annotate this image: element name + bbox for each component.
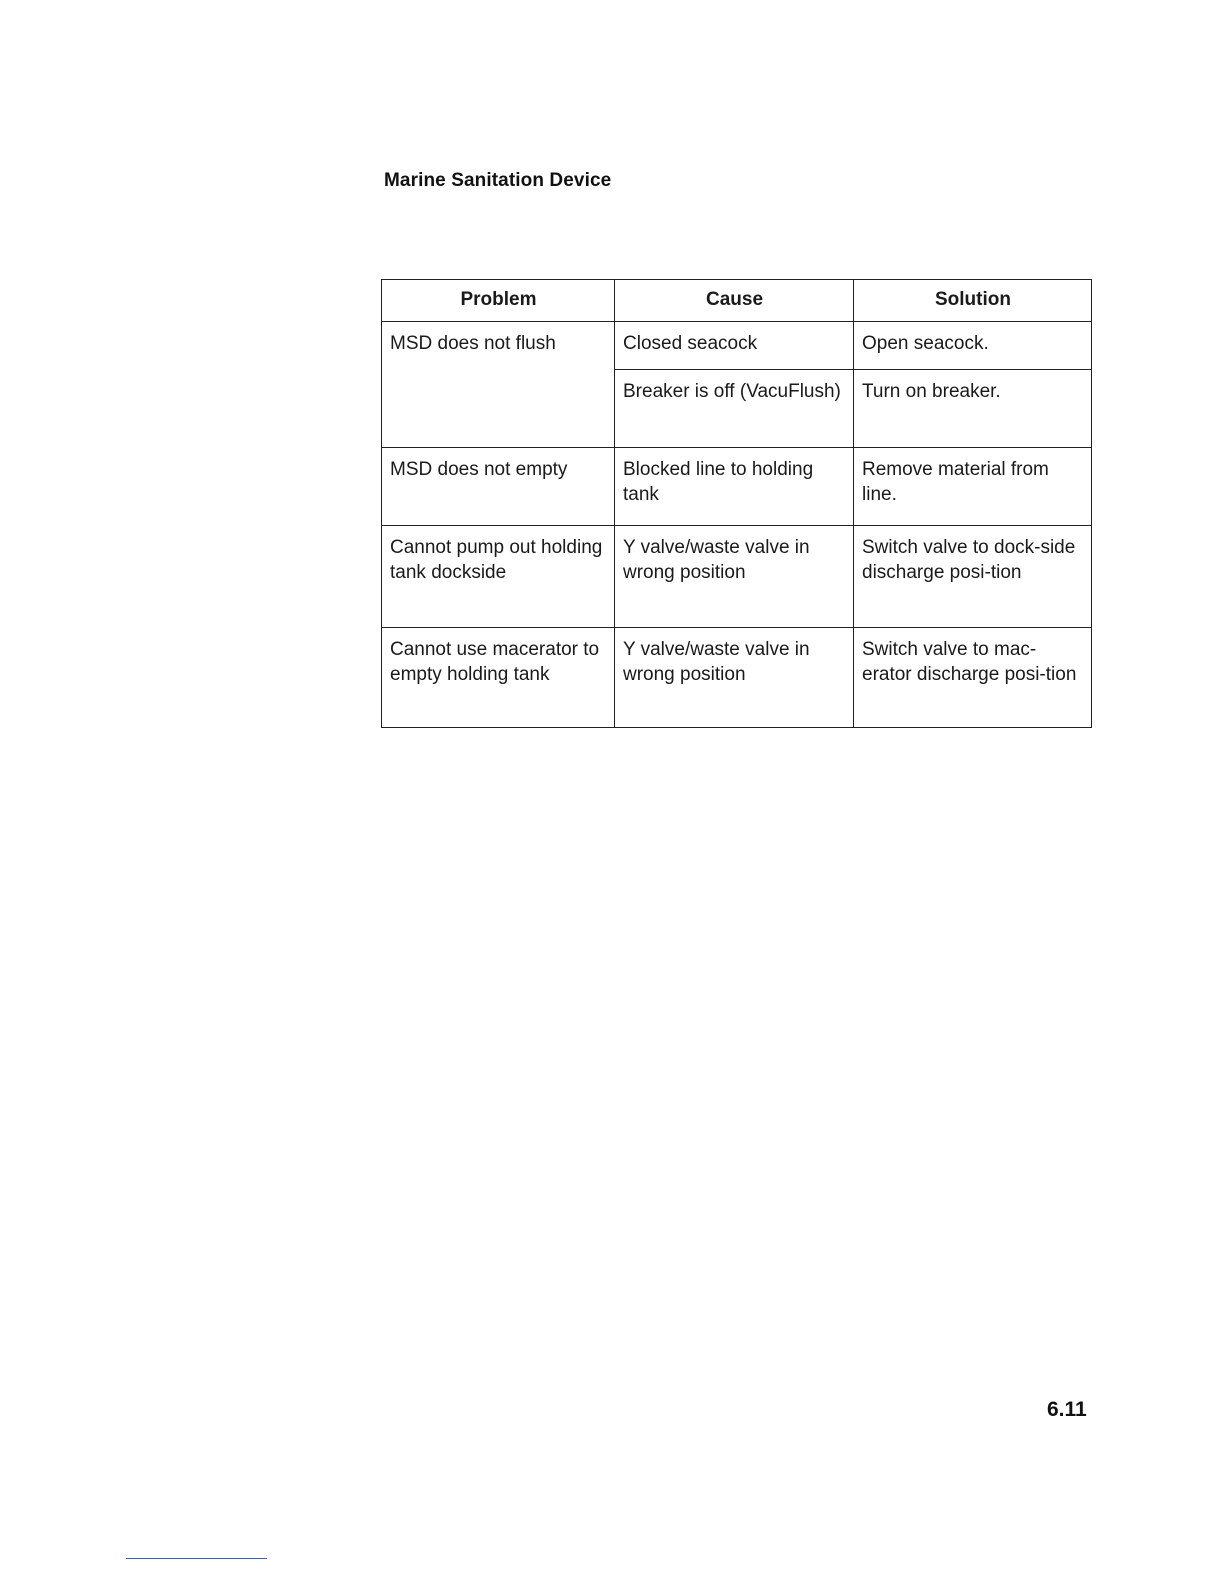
cause-cell: Closed seacock	[615, 322, 854, 370]
problem-cell: Cannot pump out holding tank dockside	[382, 526, 615, 628]
table-row	[382, 526, 1092, 628]
cause-cell: Breaker is off (VacuFlush)	[615, 370, 854, 448]
cause-cell: Y valve/waste valve in wrong position	[615, 628, 854, 728]
header-cause: Cause	[615, 280, 854, 322]
table-row	[382, 448, 1092, 526]
solution-cell: Remove material from line.	[854, 448, 1092, 526]
solution-cell: Switch valve to dock-side discharge posi-tion	[854, 526, 1092, 628]
table-header-row	[382, 280, 1092, 322]
table-row	[382, 628, 1092, 728]
table-row	[382, 322, 1092, 370]
cause-cell: Y valve/waste valve in wrong position	[615, 526, 854, 628]
header-solution: Solution	[854, 280, 1092, 322]
solution-cell: Open seacock.	[854, 322, 1092, 370]
section-title: Marine Sanitation Device	[384, 170, 612, 191]
solution-cell: Turn on breaker.	[854, 370, 1092, 448]
troubleshooting-table	[381, 279, 1092, 728]
cause-cell: Blocked line to holding tank	[615, 448, 854, 526]
problem-cell: MSD does not flush	[382, 322, 615, 448]
solution-cell: Switch valve to mac-erator discharge posi-tion	[854, 628, 1092, 728]
footer-divider	[126, 1558, 267, 1559]
header-problem: Problem	[382, 280, 615, 322]
page-number: 6.11	[1047, 1398, 1087, 1421]
problem-cell: Cannot use macerator to empty holding tank	[382, 628, 615, 728]
problem-cell: MSD does not empty	[382, 448, 615, 526]
